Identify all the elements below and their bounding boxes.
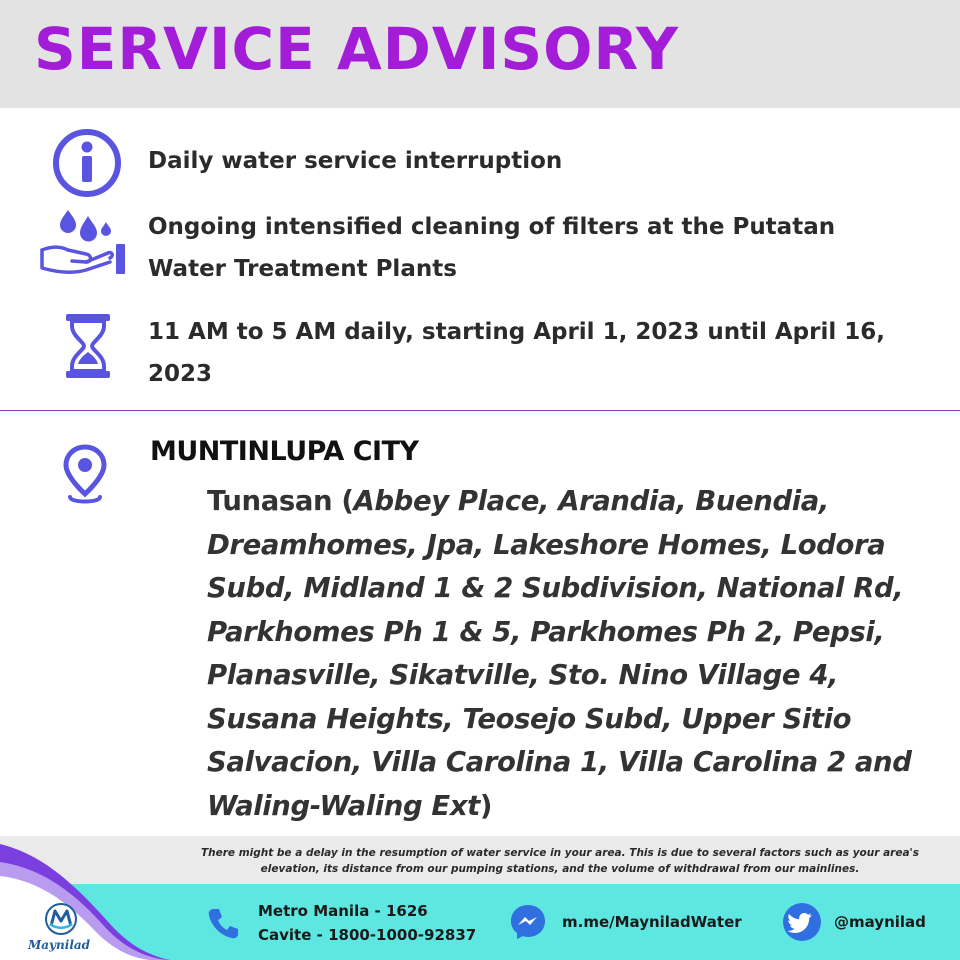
- maynilad-logo-icon: [44, 902, 78, 940]
- hourglass-icon: [62, 312, 114, 384]
- page-title: SERVICE ADVISORY: [34, 15, 679, 83]
- phone-cavite: Cavite - 1800-1000-92837: [258, 926, 477, 944]
- twitter-handle[interactable]: @maynilad: [834, 913, 926, 931]
- description-row: [0, 128, 960, 198]
- messenger-icon[interactable]: [508, 902, 548, 946]
- location-pin-icon: [62, 444, 108, 510]
- disclaimer-text: There might be a delay in the resumption of water service in your area. This is due to several factors such as your area's elevation, its distance from our pumping stations, and the volume of withdrawal from our mainlines.: [200, 847, 920, 875]
- description-text: Daily water service interruption: [148, 148, 563, 174]
- area-list: Abbey Place, Arandia, Buendia, Dreamhomes, Jpa, Lakeshore Homes, Lodora Subd, Midland 1 & 2 Subdivision, National Rd, Parkhomes Ph 1 & 5, Parkhomes Ph 2, Pepsi, Planasville, Sikatville, Sto. Nino Village 4, Susana Heights, Teosejo Subd, Upper Sitio Salvacion, Villa Carolina 1, Villa Carolina 2 and Waling-Waling Ext: [207, 485, 912, 822]
- phone-metro-manila: Metro Manila - 1626: [258, 902, 428, 920]
- header-bar: [0, 0, 960, 108]
- phone-icon: [206, 906, 240, 944]
- affected-areas: [207, 480, 927, 828]
- water-hand-icon: [38, 206, 130, 284]
- twitter-icon[interactable]: [782, 902, 822, 946]
- messenger-link[interactable]: m.me/MayniladWater: [562, 913, 742, 931]
- schedule-row: [0, 308, 960, 398]
- schedule-text: 11 AM to 5 AM daily, starting April 1, 2023 until April 16, 2023: [148, 319, 885, 387]
- info-icon: [48, 128, 126, 202]
- barangay-name: Tunasan (: [207, 485, 354, 517]
- reason-text: Ongoing intensified cleaning of filters at the Putatan Water Treatment Plants: [148, 214, 836, 282]
- reason-row: [0, 206, 960, 296]
- section-divider: [0, 410, 960, 411]
- city-name: MUNTINLUPA CITY: [150, 436, 419, 467]
- maynilad-logo-text: Maynilad: [28, 938, 91, 952]
- area-list-close: ): [479, 789, 493, 822]
